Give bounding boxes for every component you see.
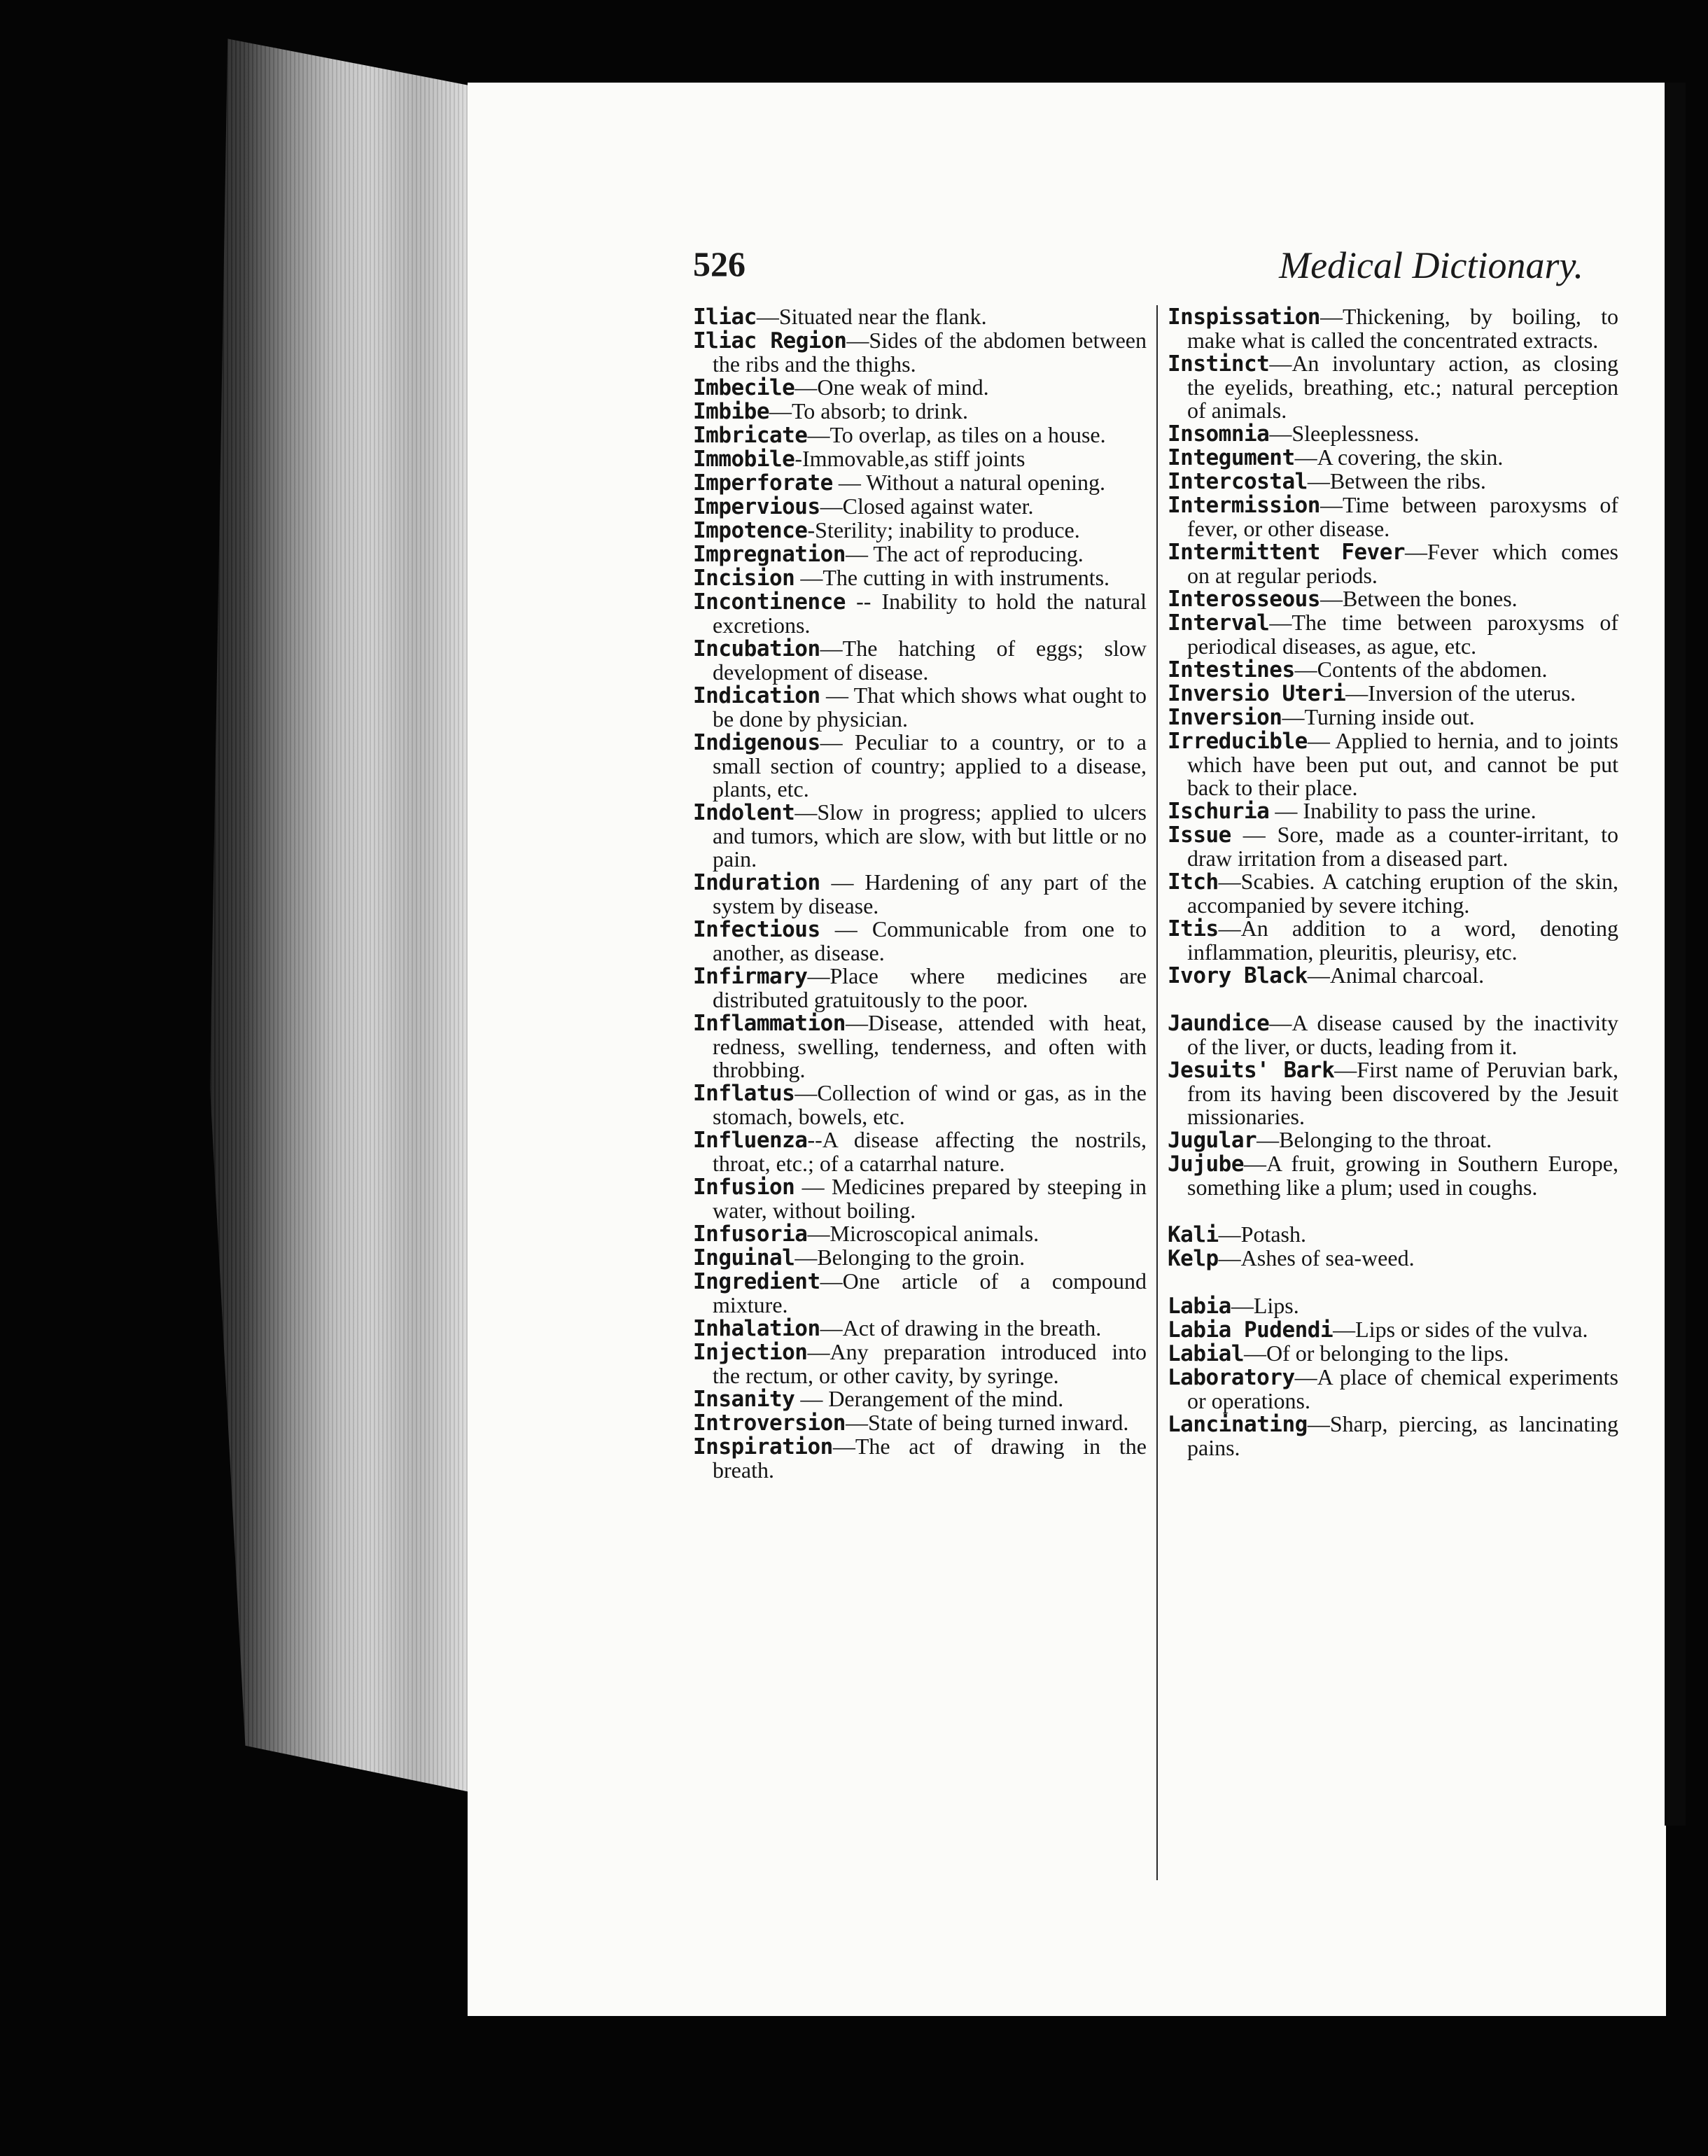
dictionary-entry: [1168, 823, 1618, 870]
entry-term: Incision: [693, 566, 795, 591]
entry-term: Instinct: [1168, 351, 1270, 377]
dictionary-columns: [693, 305, 1618, 1880]
dictionary-entry: [693, 871, 1147, 918]
entry-definition: —The act of drawing in the breath.: [713, 1434, 1147, 1483]
entry-term: Irreducible: [1168, 729, 1308, 754]
entry-definition: —Any preparation introduced into the rectum, or other cavity, by syringe.: [713, 1339, 1147, 1388]
dictionary-entry: [1168, 540, 1618, 587]
entry-definition: —A fruit, growing in Southern Europe, something like a plum; used in coughs.: [1187, 1151, 1618, 1200]
entry-term: Influenza: [693, 1128, 808, 1153]
dictionary-entry: [1168, 470, 1618, 493]
entry-term: Insomnia: [1168, 421, 1270, 447]
entry-definition: —Lips.: [1231, 1293, 1299, 1318]
dictionary-entry: [1168, 587, 1618, 611]
entry-definition: —Place where medicines are distributed gratuitously to the poor.: [713, 963, 1147, 1012]
entry-definition: -Immovable,as stiff joints: [794, 446, 1026, 471]
entry-definition: — Derangement of the mind.: [794, 1386, 1064, 1411]
dictionary-entry: [1168, 493, 1618, 540]
entry-definition: —Thickening, by boiling, to make what is called the concentrated extracts.: [1187, 304, 1618, 353]
entry-term: Induration: [693, 870, 820, 895]
dictionary-entry: [1168, 870, 1618, 917]
entry-definition: — Hardening of any part of the system by disease.: [713, 869, 1147, 918]
entry-term: Ischuria: [1168, 799, 1270, 824]
entry-term: Jujube: [1168, 1152, 1244, 1177]
entry-definition: — Medicines prepared by steeping in water, without boiling.: [713, 1174, 1147, 1223]
dictionary-entry: [693, 731, 1147, 801]
entry-term: Intermittent Fever: [1168, 540, 1406, 565]
entry-definition: —Time between paroxysms of fever, or other disease.: [1187, 492, 1618, 541]
entry-term: Jugular: [1168, 1128, 1257, 1153]
dictionary-entry: [693, 471, 1147, 495]
entry-definition: —Of or belonging to the lips.: [1243, 1340, 1509, 1366]
entry-term: Imperforate: [693, 470, 833, 496]
dictionary-entry: [1168, 917, 1618, 964]
entry-term: Labial: [1168, 1341, 1244, 1366]
entry-definition: —Slow in progress; applied to ulcers and tumors, which are slow, with but little or no pain.: [713, 799, 1147, 872]
dictionary-entry: [693, 1317, 1147, 1340]
entry-definition: —Between the bones.: [1320, 586, 1518, 611]
entry-term: Indolent: [693, 800, 795, 825]
page-number: 526: [693, 244, 746, 284]
dictionary-entry: [1168, 658, 1618, 682]
entry-term: Injection: [693, 1340, 808, 1365]
dictionary-entry: [1168, 1247, 1618, 1270]
entry-definition: -Sterility; inability to produce.: [807, 517, 1080, 542]
entry-definition: —To absorb; to drink.: [769, 398, 968, 424]
entry-definition: —First name of Peruvian bark, from its having been discovered by the Jesuit missionaries.: [1187, 1057, 1618, 1129]
dictionary-entry: [693, 1011, 1147, 1082]
entry-term: Imbecile: [693, 375, 795, 400]
dictionary-entry: [693, 1246, 1147, 1270]
dictionary-entry: [1168, 1342, 1618, 1366]
entry-definition: — That which shows what ought to be done by physician.: [713, 682, 1147, 732]
dictionary-entry: [693, 1222, 1147, 1246]
running-title: Medical Dictionary.: [1279, 244, 1583, 286]
dictionary-entry: [693, 447, 1147, 471]
dictionary-entry: [1168, 446, 1618, 470]
entry-definition: —A covering, the skin.: [1294, 444, 1504, 470]
entry-definition: — The act of reproducing.: [845, 541, 1084, 566]
dictionary-entry: [1168, 422, 1618, 446]
entry-term: Impervious: [693, 494, 820, 519]
entry-term: Inflammation: [693, 1011, 846, 1036]
entry-term: Incontinence: [693, 589, 846, 615]
entry-definition: —A place of chemical experiments or operations.: [1187, 1364, 1618, 1413]
entry-term: Infusion: [693, 1175, 795, 1200]
dictionary-entry: [1168, 682, 1618, 706]
entry-definition: —Belonging to the throat.: [1256, 1127, 1492, 1152]
entry-term: Kelp: [1168, 1246, 1219, 1271]
dictionary-entry: [1168, 305, 1618, 352]
entry-term: Infusoria: [693, 1222, 808, 1247]
entry-term: Inversion: [1168, 705, 1282, 730]
entry-definition: — Inability to pass the urine.: [1269, 798, 1536, 823]
entry-term: Inhalation: [693, 1316, 820, 1341]
entry-term: Insanity: [693, 1387, 795, 1412]
dictionary-entry: [1168, 1294, 1618, 1318]
letter-section-gap: [1168, 988, 1618, 1011]
dictionary-entry: [1168, 1223, 1618, 1247]
dictionary-entry: [693, 1082, 1147, 1128]
dictionary-entry: [1168, 1058, 1618, 1128]
entry-term: Imbricate: [693, 423, 808, 448]
book-page: [468, 83, 1666, 2016]
entry-definition: —The hatching of eggs; slow development of disease.: [713, 636, 1147, 685]
entry-term: Inguinal: [693, 1245, 795, 1270]
dictionary-entry: [1168, 729, 1618, 799]
dictionary-entry: [1168, 1128, 1618, 1152]
entry-definition: —Act of drawing in the breath.: [820, 1315, 1102, 1340]
entry-term: Ivory Black: [1168, 963, 1308, 988]
entry-definition: —The cutting in with instruments.: [794, 565, 1110, 590]
entry-definition: —Situated near the flank.: [756, 304, 987, 329]
entry-term: Inflatus: [693, 1081, 795, 1106]
entry-term: Itch: [1168, 869, 1219, 895]
entry-term: Indigenous: [693, 730, 820, 755]
entry-definition: — Peculiar to a country, or to a small section of country; applied to a disease, plants, etc.: [713, 729, 1147, 802]
column-divider: [1156, 305, 1158, 1880]
dictionary-entry: [693, 519, 1147, 542]
dictionary-entry: [693, 637, 1147, 684]
entry-definition: —The time between paroxysms of periodical diseases, as ague, etc.: [1187, 610, 1618, 659]
entry-definition: —State of being turned inward.: [845, 1410, 1129, 1435]
entry-definition: —Turning inside out.: [1282, 704, 1475, 729]
entry-term: Ingredient: [693, 1269, 820, 1294]
entry-definition: --A disease affecting the nostrils, throat, etc.; of a catarrhal nature.: [713, 1127, 1147, 1176]
entry-definition: —To overlap, as tiles on a house.: [807, 422, 1106, 447]
dictionary-entry: [693, 424, 1147, 447]
entry-definition: -- Inability to hold the natural excretions.: [713, 589, 1147, 638]
dictionary-entry: [693, 305, 1147, 329]
entry-definition: —Closed against water.: [820, 493, 1034, 519]
dictionary-entry: [693, 376, 1147, 400]
dictionary-entry: [693, 1175, 1147, 1222]
entry-term: Impotence: [693, 518, 808, 543]
dictionary-entry: [693, 1435, 1147, 1482]
entry-definition: —One weak of mind.: [794, 374, 989, 400]
entry-definition: —Disease, attended with heat, redness, swelling, tenderness, and often with throbbing.: [713, 1010, 1147, 1082]
entry-term: Interval: [1168, 610, 1270, 636]
entry-term: Laboratory: [1168, 1365, 1295, 1390]
entry-term: Issue: [1168, 822, 1231, 848]
dictionary-entry: [693, 965, 1147, 1011]
entry-term: Inspiration: [693, 1434, 833, 1460]
entry-term: Inversio Uteri: [1168, 681, 1346, 706]
dictionary-entry: [693, 801, 1147, 871]
dictionary-entry: [693, 566, 1147, 590]
entry-definition: —One article of a compound mixture.: [713, 1268, 1147, 1317]
dictionary-entry: [1168, 1366, 1618, 1413]
entry-definition: —Potash.: [1218, 1222, 1306, 1247]
entry-term: Lancinating: [1168, 1412, 1308, 1437]
entry-definition: —Sleeplessness.: [1269, 421, 1420, 446]
dictionary-entry: [693, 542, 1147, 566]
entry-term: Introversion: [693, 1410, 846, 1436]
entry-definition: —Scabies. A catching eruption of the skin, accompanied by severe itching.: [1187, 869, 1618, 918]
dictionary-entry: [1168, 352, 1618, 422]
dictionary-entry: [693, 1411, 1147, 1435]
dictionary-entry: [693, 1387, 1147, 1411]
entry-definition: — Applied to hernia, and to joints which have been put out, and cannot be put back to their place.: [1187, 728, 1618, 800]
entry-definition: —Microscopical animals.: [807, 1221, 1040, 1246]
entry-term: Kali: [1168, 1222, 1219, 1247]
page-header: [693, 244, 1603, 293]
dictionary-entry: [693, 1340, 1147, 1387]
page-edges: [210, 21, 504, 1799]
entry-definition: —An addition to a word, denoting inflammation, pleuritis, pleurisy, etc.: [1187, 916, 1618, 965]
entry-term: Labia: [1168, 1294, 1231, 1319]
entry-definition: —Fever which comes on at regular periods.: [1187, 539, 1618, 588]
entry-term: Itis: [1168, 916, 1219, 941]
dictionary-entry: [693, 918, 1147, 965]
entry-term: Indication: [693, 683, 820, 708]
entry-definition: —Sides of the abdomen between the ribs and the thighs.: [713, 328, 1147, 377]
entry-definition: —Animal charcoal.: [1307, 962, 1485, 988]
dictionary-entry: [1168, 706, 1618, 729]
dictionary-entry: [1168, 1152, 1618, 1199]
entry-term: Labia Pudendi: [1168, 1317, 1334, 1343]
entry-definition: —Belonging to the groin.: [794, 1245, 1026, 1270]
entry-definition: —Inversion of the uterus.: [1345, 680, 1576, 706]
dictionary-entry: [693, 495, 1147, 519]
entry-definition: —Sharp, piercing, as lancinating pains.: [1187, 1411, 1618, 1460]
letter-section-gap: [1168, 1270, 1618, 1294]
right-column: [1168, 305, 1618, 1460]
left-column: [693, 305, 1147, 1482]
entry-term: Iliac Region: [693, 328, 847, 354]
entry-term: Integument: [1168, 445, 1295, 470]
dictionary-entry: [1168, 1318, 1618, 1342]
letter-section-gap: [1168, 1199, 1618, 1223]
entry-term: Immobile: [693, 447, 795, 472]
entry-definition: — Sore, made as a counter-irritant, to draw irritation from a diseased part.: [1187, 822, 1618, 871]
entry-definition: —Between the ribs.: [1307, 468, 1486, 493]
entry-definition: — Communicable from one to another, as disease.: [713, 916, 1147, 965]
dictionary-entry: [1168, 799, 1618, 823]
entry-term: Inspissation: [1168, 304, 1320, 330]
entry-term: Intercostal: [1168, 469, 1308, 494]
entry-definition: —Collection of wind or gas, as in the stomach, bowels, etc.: [713, 1080, 1147, 1129]
dictionary-entry: [693, 1270, 1147, 1317]
entry-term: Impregnation: [693, 542, 846, 567]
dictionary-entry: [693, 1128, 1147, 1175]
dictionary-entry: [693, 400, 1147, 424]
entry-definition: —A disease caused by the inactivity of the liver, or ducts, leading from it.: [1187, 1010, 1618, 1059]
entry-term: Infectious: [693, 917, 820, 942]
entry-definition: —An involuntary action, as closing the eyelids, breathing, etc.; natural perception of animals.: [1187, 351, 1618, 423]
dictionary-entry: [693, 590, 1147, 637]
entry-term: Interosseous: [1168, 587, 1320, 612]
dictionary-entry: [1168, 611, 1618, 658]
entry-definition: —Lips or sides of the vulva.: [1333, 1317, 1588, 1342]
entry-term: Incubation: [693, 636, 820, 662]
dictionary-entry: [1168, 964, 1618, 988]
dictionary-entry: [1168, 1011, 1618, 1058]
entry-term: Jesuits' Bark: [1168, 1058, 1335, 1083]
page-shadow: [1665, 83, 1686, 1826]
dictionary-entry: [693, 684, 1147, 731]
entry-term: Iliac: [693, 304, 757, 330]
dictionary-entry: [1168, 1413, 1618, 1460]
entry-definition: —Ashes of sea-weed.: [1218, 1245, 1415, 1270]
entry-definition: — Without a natural opening.: [832, 470, 1105, 495]
entry-term: Imbibe: [693, 399, 769, 424]
entry-definition: —Contents of the abdomen.: [1294, 657, 1548, 682]
dictionary-entry: [693, 329, 1147, 376]
entry-term: Intermission: [1168, 493, 1320, 518]
entry-term: Infirmary: [693, 964, 808, 989]
entry-term: Intestines: [1168, 657, 1295, 682]
entry-term: Jaundice: [1168, 1011, 1270, 1036]
